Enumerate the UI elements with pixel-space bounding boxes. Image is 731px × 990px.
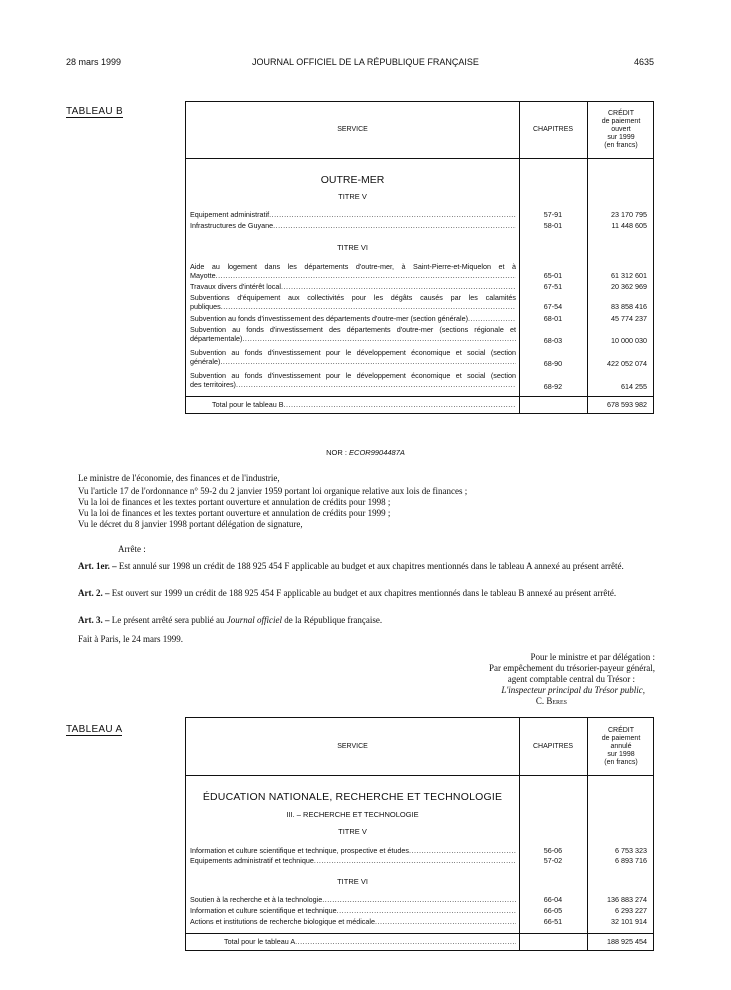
titre-v-heading: TITRE V bbox=[338, 827, 367, 836]
service-header: SERVICE bbox=[337, 126, 368, 133]
chapitres-header: CHAPITRES bbox=[532, 126, 574, 133]
vu-line: Vu le décret du 8 janvier 1998 portant délégation de signature, bbox=[78, 519, 303, 529]
nor-reference: NOR : ECOR9904487A bbox=[326, 448, 405, 457]
titre-vi-heading: TITRE VI bbox=[337, 243, 368, 252]
tableau-a-label: TABLEAU A bbox=[66, 724, 123, 735]
total-divider bbox=[186, 933, 653, 934]
signature-line-2: Par empêchement du trésorier-payeur général, bbox=[489, 663, 655, 673]
section-title: ÉDUCATION NATIONALE, RECHERCHE ET TECHNOLOGIE bbox=[202, 791, 503, 803]
minister-line: Le ministre de l'économie, des finances et de l'industrie, bbox=[78, 473, 280, 483]
arrete-line: Arrête : bbox=[118, 544, 146, 554]
vu-line: Vu l'article 17 de l'ordonnance n° 59-2 du 2 janvier 1959 portant loi organique relative aux lois de finances ; bbox=[78, 486, 468, 496]
subsection-title: III. – RECHERCHE ET TECHNOLOGIE bbox=[286, 810, 419, 819]
page-date: 28 mars 1999 bbox=[66, 57, 122, 67]
tableau-b-table: SERVICE CHAPITRES CRÉDIT de paiement ouvert sur 1999 (en francs) OUTRE-MER TITRE V Equipement administratif ..... 57-91 23 170 795 Infrastructures de Guyane ..... 58-01 11 448 605 TITRE VI Aide au logement dans les départements d'outre-mer, à Saint-Pierre-et-Miquelon et à Mayotte ..... 65-01 61 312 601 Travaux divers d'intérêt local ..... 67-51 20 362 969 Subventions d'équipement aux collectivités pour les dégâts causés par les calamités publiques ..... 67-54 83 858 416 Subvention au fonds d'investissement des départements d'outre-mer (section générale) ..... 68-01 45 774 237 Subvention au fonds d'investissement des départements d'outre-mer (sections régionale et départementale) ..... 68-03 10 000 030 Subvention au fonds d'investissement pour le développement économique et social (section générale) ..... 68-90 422 052 074 Subvention au fonds d'investissement pour le développement économique et social (section des territoires) ..... 68-92 614 255 Total pour le tableau B ..... 678 593 982 bbox=[185, 101, 654, 414]
signatory-name: C. Beres bbox=[535, 696, 567, 706]
fait-line: Fait à Paris, le 24 mars 1999. bbox=[78, 634, 183, 644]
service-header: SERVICE bbox=[337, 743, 368, 750]
signature-line-3: agent comptable central du Trésor : bbox=[507, 674, 635, 684]
vu-line: Vu la loi de finances et les textes portant ouverture et annulation de crédits pour 1999 ; bbox=[78, 508, 391, 518]
tableau-a-table: SERVICE CHAPITRES CRÉDIT de paiement annulé sur 1998 (en francs) ÉDUCATION NATIONALE, RECHERCHE ET TECHNOLOGIE III. – RECHERCHE ET TECHNOLOGIE TITRE V Information et culture scientifique et technique, prospective et études ..... 56-06 6 753 323 Equipements administratif et technique ..... 57-02 6 893 716 TITRE VI Soutien à la recherche et à la technologie ..... 66-04 136 883 274 Information et culture scientifique et technique ..... 66-05 6 293 227 Actions et institutions de recherche biologique et médicale ..... 66-51 32 101 914 Total pour le tableau A ..... 188 925 454 bbox=[185, 717, 654, 951]
header-divider bbox=[186, 158, 653, 159]
page-number: 4635 bbox=[633, 57, 654, 67]
header-divider bbox=[186, 775, 653, 776]
section-title: OUTRE-MER bbox=[320, 174, 385, 186]
signature-line-1: Pour le ministre et par délégation : bbox=[530, 652, 655, 662]
titre-v-heading: TITRE V bbox=[338, 192, 367, 201]
article-1: Art. 1er. – Est annulé sur 1998 un crédit de 188 925 454 F applicable au budget et aux chapitres mentionnés dans le tableau A annexé au présent arrêté. bbox=[78, 561, 624, 571]
article-3: Art. 3. – Le présent arrêté sera publié au Journal officiel de la République française. bbox=[78, 615, 383, 625]
total-divider bbox=[186, 396, 653, 397]
tableau-b-label: TABLEAU B bbox=[66, 106, 123, 117]
credit-header: CRÉDIT de paiement annulé sur 1998 (en francs) bbox=[601, 727, 641, 766]
journal-title: JOURNAL OFFICIEL DE LA RÉPUBLIQUE FRANÇAISE bbox=[252, 57, 479, 67]
credit-header: CRÉDIT de paiement ouvert sur 1999 (en francs) bbox=[601, 110, 641, 149]
signature-line-4: L'inspecteur principal du Trésor public, bbox=[501, 685, 645, 695]
chapitres-header: CHAPITRES bbox=[532, 743, 574, 750]
titre-vi-heading: TITRE VI bbox=[337, 877, 368, 886]
column-divider bbox=[519, 718, 520, 950]
article-2: Art. 2. – Est ouvert sur 1999 un crédit de 188 925 454 F applicable au budget et aux chapitres mentionnés dans le tableau B annexé au présent arrêté. bbox=[78, 588, 617, 598]
vu-line: Vu la loi de finances et les textes portant ouverture et annulation de crédits pour 1998 ; bbox=[78, 497, 391, 507]
